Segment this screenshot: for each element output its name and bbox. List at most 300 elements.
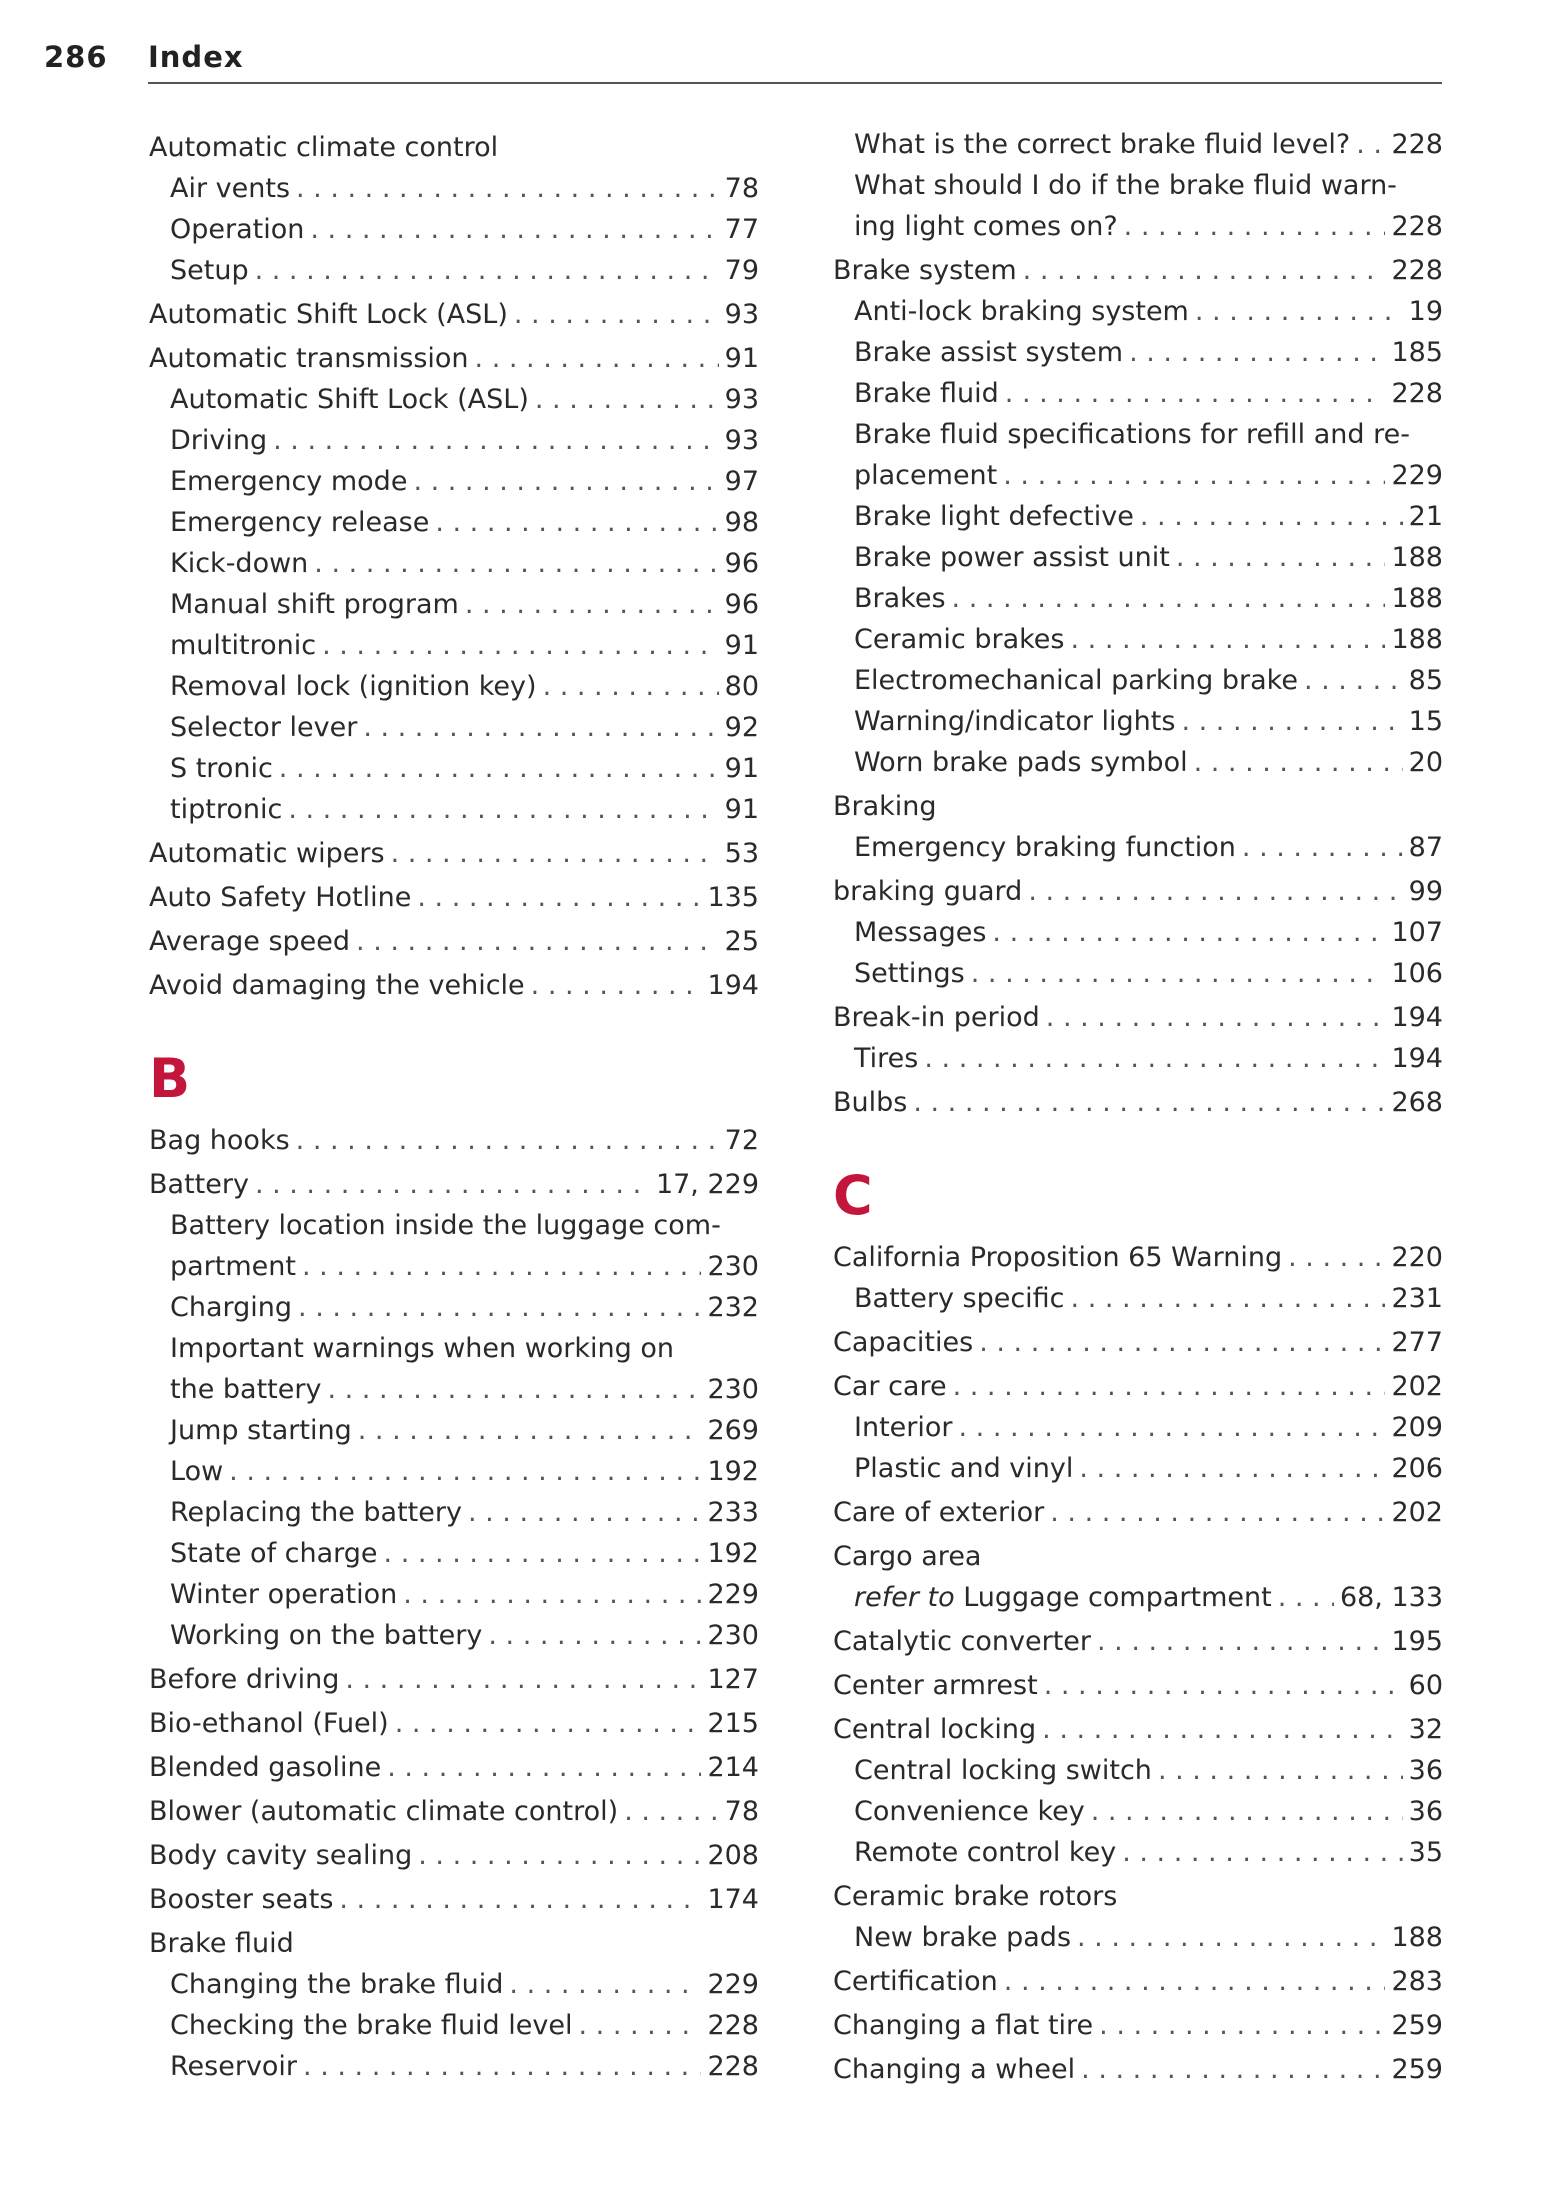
index-subentry xyxy=(833,701,1443,742)
index-entry xyxy=(833,871,1443,912)
entry-term: Settings xyxy=(854,958,965,989)
page-reference: 93 xyxy=(724,425,759,456)
dot-leader xyxy=(288,789,718,830)
index-subentry xyxy=(149,666,759,707)
dot-leader xyxy=(417,877,701,918)
dot-leader xyxy=(1081,2049,1385,2090)
entry-term: tiptronic xyxy=(170,794,283,825)
entry-term: Driving xyxy=(170,425,268,456)
page-reference: 35 xyxy=(1408,1837,1443,1868)
dot-leader xyxy=(322,625,719,666)
index-subentry xyxy=(149,1287,759,1328)
index-subentry xyxy=(833,1407,1443,1448)
dot-leader xyxy=(1077,1917,1385,1958)
page-reference: 91 xyxy=(724,630,759,661)
entry-term: Automatic Shift Lock (ASL) xyxy=(170,384,529,415)
dot-leader xyxy=(279,748,719,789)
dot-leader xyxy=(514,294,719,335)
index-subentry xyxy=(149,1492,759,1533)
entry-term: Brake light defective xyxy=(854,501,1134,532)
entry-term: Checking the brake fluid level xyxy=(170,2010,573,2041)
page-reference: 188 xyxy=(1391,1922,1443,1953)
entry-term: What is the correct brake fluid level? xyxy=(854,129,1351,160)
page-reference: 230 xyxy=(707,1251,759,1282)
index-entry xyxy=(833,1082,1443,1123)
page-reference: 192 xyxy=(707,1538,759,1569)
index-entry xyxy=(833,1536,1443,1577)
index-subentry xyxy=(149,1964,759,2005)
dot-leader xyxy=(413,461,718,502)
dot-leader xyxy=(1129,332,1385,373)
dot-leader xyxy=(971,953,1386,994)
entry-term: Blended gasoline xyxy=(149,1752,382,1783)
index-subentry xyxy=(833,742,1443,783)
dot-leader xyxy=(255,250,719,291)
dot-leader xyxy=(1195,291,1403,332)
entry-term: Cargo area xyxy=(833,1541,982,1572)
entry-term: Central locking xyxy=(833,1714,1037,1745)
entry-term: Catalytic converter xyxy=(833,1626,1091,1657)
entry-term: Care of exterior xyxy=(833,1497,1045,1528)
dot-leader xyxy=(358,1410,702,1451)
dot-leader xyxy=(1028,871,1402,912)
page-reference: 15 xyxy=(1408,706,1443,737)
page-reference: 36 xyxy=(1408,1755,1443,1786)
entry-term: Brake system xyxy=(833,255,1017,286)
dot-leader xyxy=(992,912,1385,953)
header-rule xyxy=(148,82,1442,84)
index-entry xyxy=(833,2049,1443,2090)
entry-term: Bulbs xyxy=(833,1087,908,1118)
page-reference: 188 xyxy=(1391,542,1443,573)
index-entry xyxy=(833,1366,1443,1407)
index-subentry xyxy=(833,373,1443,414)
dot-leader xyxy=(296,168,719,209)
page-reference: 283 xyxy=(1391,1966,1443,1997)
entry-term: Anti-lock braking system xyxy=(854,296,1189,327)
dot-leader xyxy=(298,1287,701,1328)
entry-term: Booster seats xyxy=(149,1884,334,1915)
index-subentry xyxy=(833,1448,1443,1489)
page-reference: 277 xyxy=(1391,1327,1443,1358)
entry-term: Capacities xyxy=(833,1327,974,1358)
page-reference: 192 xyxy=(707,1456,759,1487)
page-reference: 202 xyxy=(1391,1371,1443,1402)
page-reference: 68, 133 xyxy=(1339,1582,1443,1613)
dot-leader xyxy=(302,1246,701,1287)
entry-term xyxy=(854,1577,1272,1618)
index-subentry xyxy=(149,584,759,625)
page-reference: 106 xyxy=(1391,958,1443,989)
page-reference: 209 xyxy=(1391,1412,1443,1443)
page-reference: 36 xyxy=(1408,1796,1443,1827)
entry-term: Manual shift program xyxy=(170,589,459,620)
entry-term: Ceramic brakes xyxy=(854,624,1065,655)
entry-term: Kick-down xyxy=(170,548,309,579)
dot-leader xyxy=(465,584,719,625)
dot-leader xyxy=(1097,1621,1385,1662)
index-entry xyxy=(149,1835,759,1876)
index-subentry xyxy=(149,748,759,789)
index-entry xyxy=(149,1923,759,1964)
index-entry xyxy=(149,833,759,874)
entry-term: Important warnings when working on xyxy=(170,1333,675,1364)
index-entry xyxy=(149,127,759,168)
dot-leader xyxy=(255,1164,650,1205)
page-reference: 80 xyxy=(724,671,759,702)
section-letter-c: C xyxy=(833,1164,873,1227)
index-entry xyxy=(833,786,1443,827)
index-entry xyxy=(833,1492,1443,1533)
entry-term: Air vents xyxy=(170,173,291,204)
dot-leader xyxy=(1278,1577,1334,1618)
entry-term: Brake fluid xyxy=(854,378,999,409)
dot-leader xyxy=(1124,206,1386,247)
index-entry xyxy=(149,1791,759,1832)
index-subentry xyxy=(833,455,1443,496)
entry-term: Interior xyxy=(854,1412,953,1443)
page-reference: 87 xyxy=(1408,832,1443,863)
entry-term: Car care xyxy=(833,1371,947,1402)
dot-leader xyxy=(314,543,718,584)
page-reference: 174 xyxy=(707,1884,759,1915)
page-reference: 220 xyxy=(1391,1242,1443,1273)
page-reference: 229 xyxy=(1391,460,1443,491)
entry-term: Automatic Shift Lock (ASL) xyxy=(149,299,508,330)
dot-leader xyxy=(1003,455,1385,496)
dot-leader xyxy=(979,1322,1385,1363)
index-subentry xyxy=(149,420,759,461)
index-entry xyxy=(833,2005,1443,2046)
page-reference: 21 xyxy=(1408,501,1443,532)
index-entry xyxy=(149,1164,759,1205)
page-reference: 78 xyxy=(724,173,759,204)
index-subentry xyxy=(833,1832,1443,1873)
page-reference: 230 xyxy=(707,1620,759,1651)
dot-leader xyxy=(1050,1492,1385,1533)
index-subentry xyxy=(149,707,759,748)
page-reference: 229 xyxy=(707,1579,759,1610)
index-subentry xyxy=(149,1451,759,1492)
page-reference: 215 xyxy=(707,1708,759,1739)
entry-term: Removal lock (ignition key) xyxy=(170,671,537,702)
page-reference: 232 xyxy=(707,1292,759,1323)
dot-leader xyxy=(509,1964,701,2005)
index-subentry xyxy=(149,1205,759,1246)
dot-leader xyxy=(952,578,1386,619)
index-subentry xyxy=(149,1246,759,1287)
index-entry xyxy=(149,877,759,918)
page-reference: 228 xyxy=(1391,255,1443,286)
index-column-left xyxy=(149,124,759,2087)
page-header xyxy=(44,38,1442,86)
page-reference: 91 xyxy=(724,753,759,784)
dot-leader xyxy=(1288,1237,1385,1278)
entry-term: Automatic climate control xyxy=(149,132,499,163)
entry-term: Ceramic brake rotors xyxy=(833,1881,1118,1912)
cross-reference-label: refer to xyxy=(854,1582,955,1613)
entry-term: Center armrest xyxy=(833,1670,1038,1701)
index-entry xyxy=(833,1322,1443,1363)
index-entry xyxy=(833,1665,1443,1706)
page-reference: 194 xyxy=(707,970,759,1001)
entry-term: California Proposition 65 Warning xyxy=(833,1242,1283,1273)
entry-term: Changing a wheel xyxy=(833,2054,1076,2085)
index-entry xyxy=(833,1621,1443,1662)
entry-term: Changing the brake fluid xyxy=(170,1969,504,2000)
page-reference: 259 xyxy=(1391,2054,1443,2085)
page-reference: 228 xyxy=(707,2051,759,2082)
index-entry xyxy=(149,1703,759,1744)
page-reference: 91 xyxy=(724,343,759,374)
index-entry xyxy=(149,294,759,335)
page-reference: 231 xyxy=(1391,1283,1443,1314)
entry-term: Avoid damaging the vehicle xyxy=(149,970,525,1001)
index-subentry xyxy=(149,379,759,420)
index-entry xyxy=(149,1120,759,1161)
index-entry xyxy=(833,1876,1443,1917)
index-subentry xyxy=(833,1278,1443,1319)
dot-leader xyxy=(1356,124,1385,165)
page-reference: 269 xyxy=(707,1415,759,1446)
page-number: 286 xyxy=(44,40,108,74)
page-reference: 93 xyxy=(724,384,759,415)
page-reference: 195 xyxy=(1391,1626,1443,1657)
page-reference: 92 xyxy=(724,712,759,743)
page-reference: 259 xyxy=(1391,2010,1443,2041)
entry-term: Replacing the battery xyxy=(170,1497,462,1528)
entry-term: the battery xyxy=(170,1374,322,1405)
entry-term: Brake fluid specifications for refill and re- xyxy=(854,419,1410,450)
entry-term: multitronic xyxy=(170,630,317,661)
index-subentry xyxy=(149,625,759,666)
dot-leader xyxy=(1122,1832,1402,1873)
page-reference: 96 xyxy=(724,548,759,579)
page-reference: 185 xyxy=(1391,337,1443,368)
dot-leader xyxy=(959,1407,1386,1448)
dot-leader xyxy=(403,1574,701,1615)
dot-leader xyxy=(953,1366,1386,1407)
page-reference: 60 xyxy=(1408,1670,1443,1701)
entry-term: Brakes xyxy=(854,583,946,614)
page-reference: 32 xyxy=(1408,1714,1443,1745)
index-subentry xyxy=(149,209,759,250)
entry-term: Jump starting xyxy=(170,1415,352,1446)
dot-leader xyxy=(1071,1278,1386,1319)
cross-reference-target: Luggage compartment xyxy=(954,1582,1272,1613)
page-reference: 228 xyxy=(707,2010,759,2041)
dot-leader xyxy=(475,338,719,379)
index-subentry xyxy=(833,537,1443,578)
index-subentry xyxy=(833,1750,1443,1791)
page-reference: 91 xyxy=(724,794,759,825)
dot-leader xyxy=(1044,1665,1403,1706)
index-column-right xyxy=(833,124,1443,2090)
dot-leader xyxy=(1181,701,1402,742)
dot-leader xyxy=(303,2046,701,2087)
dot-leader xyxy=(1004,1961,1386,2002)
entry-term: ing light comes on? xyxy=(854,211,1118,242)
entry-term: Break-in period xyxy=(833,1002,1040,1033)
entry-term: What should I do if the brake fluid warn- xyxy=(854,170,1397,201)
index-entry xyxy=(149,1659,759,1700)
index-subentry xyxy=(149,502,759,543)
entry-term: Blower (automatic climate control) xyxy=(149,1796,619,1827)
index-subentry xyxy=(833,619,1443,660)
entry-term: Braking xyxy=(833,791,937,822)
entry-term: Central locking switch xyxy=(854,1755,1152,1786)
index-subentry xyxy=(833,332,1443,373)
entry-term: Emergency mode xyxy=(170,466,408,497)
index-subentry xyxy=(833,912,1443,953)
page-reference: 228 xyxy=(1391,211,1443,242)
dot-leader xyxy=(468,1492,701,1533)
index-subentry xyxy=(149,2046,759,2087)
entry-term: State of charge xyxy=(170,1538,378,1569)
index-subentry xyxy=(833,953,1443,994)
page-reference: 214 xyxy=(707,1752,759,1783)
dot-leader xyxy=(543,666,719,707)
index-subentry xyxy=(833,291,1443,332)
entry-term: Average speed xyxy=(149,926,351,957)
index-entry xyxy=(149,338,759,379)
entry-term: Automatic wipers xyxy=(149,838,385,869)
entry-term: Remote control key xyxy=(854,1837,1117,1868)
dot-leader xyxy=(1046,997,1386,1038)
entry-term: Automatic transmission xyxy=(149,343,469,374)
dot-leader xyxy=(356,921,719,962)
dot-leader xyxy=(327,1369,701,1410)
entry-term: Brake assist system xyxy=(854,337,1124,368)
entry-term: New brake pads xyxy=(854,1922,1072,1953)
dot-leader xyxy=(1070,619,1385,660)
dot-leader xyxy=(1099,2005,1385,2046)
page-reference: 268 xyxy=(1391,1087,1443,1118)
page-reference: 228 xyxy=(1391,378,1443,409)
page-reference: 127 xyxy=(707,1664,759,1695)
index-subentry xyxy=(833,496,1443,537)
index-entry xyxy=(833,997,1443,1038)
dot-leader xyxy=(531,965,702,1006)
index-subentry xyxy=(149,1533,759,1574)
page-reference: 188 xyxy=(1391,583,1443,614)
entry-term: placement xyxy=(854,460,998,491)
page-reference: 97 xyxy=(724,466,759,497)
index-subentry xyxy=(833,206,1443,247)
page-reference: 20 xyxy=(1408,747,1443,778)
dot-leader xyxy=(1194,742,1403,783)
dot-leader xyxy=(488,1615,701,1656)
index-subentry xyxy=(149,1328,759,1369)
index-entry xyxy=(149,921,759,962)
index-entry xyxy=(833,1237,1443,1278)
page-reference: 98 xyxy=(724,507,759,538)
index-subentry xyxy=(149,2005,759,2046)
index-entry xyxy=(833,1709,1443,1750)
page-reference: 107 xyxy=(1391,917,1443,948)
index-entry xyxy=(149,965,759,1006)
index-subentry xyxy=(149,168,759,209)
index-entry xyxy=(149,1879,759,1920)
entry-term: Brake fluid xyxy=(149,1928,294,1959)
page-reference: 25 xyxy=(724,926,759,957)
page-reference: 194 xyxy=(1391,1043,1443,1074)
index-subentry xyxy=(149,543,759,584)
index-subentry xyxy=(149,789,759,830)
dot-leader xyxy=(384,1533,702,1574)
entry-term: Warning/indicator lights xyxy=(854,706,1176,737)
entry-term: Electromechanical parking brake xyxy=(854,665,1298,696)
entry-term: Tires xyxy=(854,1043,919,1074)
index-subentry xyxy=(833,1917,1443,1958)
entry-term: braking guard xyxy=(833,876,1023,907)
dot-leader xyxy=(1304,660,1403,701)
entry-term: S tronic xyxy=(170,753,273,784)
index-subentry xyxy=(833,827,1443,868)
dot-leader xyxy=(1140,496,1403,537)
page-reference: 93 xyxy=(724,299,759,330)
dot-leader xyxy=(1005,373,1386,414)
page-reference: 228 xyxy=(1391,129,1443,160)
section-letter-b: B xyxy=(149,1047,191,1110)
dot-leader xyxy=(624,1791,718,1832)
entry-term: Winter operation xyxy=(170,1579,398,1610)
dot-leader xyxy=(229,1451,701,1492)
entry-term: Emergency braking function xyxy=(854,832,1236,863)
index-subentry xyxy=(833,414,1443,455)
dot-leader xyxy=(913,1082,1385,1123)
page-reference: 99 xyxy=(1408,876,1443,907)
page-reference: 208 xyxy=(707,1840,759,1871)
entry-term: Body cavity sealing xyxy=(149,1840,413,1871)
page-reference: 188 xyxy=(1391,624,1443,655)
entry-term: Before driving xyxy=(149,1664,340,1695)
dot-leader xyxy=(535,379,719,420)
page-reference: 85 xyxy=(1408,665,1443,696)
index-subentry xyxy=(149,1574,759,1615)
page-reference: 230 xyxy=(707,1374,759,1405)
index-subentry xyxy=(833,1791,1443,1832)
index-entry xyxy=(833,1961,1443,2002)
entry-term: Messages xyxy=(854,917,987,948)
entry-term: Convenience key xyxy=(854,1796,1085,1827)
page-reference: 194 xyxy=(1391,1002,1443,1033)
dot-leader xyxy=(1091,1791,1403,1832)
page-reference: 233 xyxy=(707,1497,759,1528)
dot-leader xyxy=(387,1747,701,1788)
dot-leader xyxy=(339,1879,701,1920)
index-subentry xyxy=(833,165,1443,206)
index-subentry xyxy=(149,1615,759,1656)
entry-term: Auto Safety Hotline xyxy=(149,882,412,913)
entry-term: Battery specific xyxy=(854,1283,1065,1314)
entry-term: Emergency release xyxy=(170,507,430,538)
page-reference: 17, 229 xyxy=(655,1169,759,1200)
dot-leader xyxy=(924,1038,1385,1079)
entry-term: Setup xyxy=(170,255,249,286)
index-subentry xyxy=(149,1410,759,1451)
page-reference: 72 xyxy=(724,1125,759,1156)
dot-leader xyxy=(273,420,719,461)
dot-leader xyxy=(391,833,719,874)
index-entry xyxy=(149,1747,759,1788)
dot-leader xyxy=(310,209,718,250)
page-reference: 96 xyxy=(724,589,759,620)
dot-leader xyxy=(1158,1750,1403,1791)
dot-leader xyxy=(418,1835,701,1876)
index-subentry xyxy=(833,124,1443,165)
index-subentry xyxy=(833,1577,1443,1618)
